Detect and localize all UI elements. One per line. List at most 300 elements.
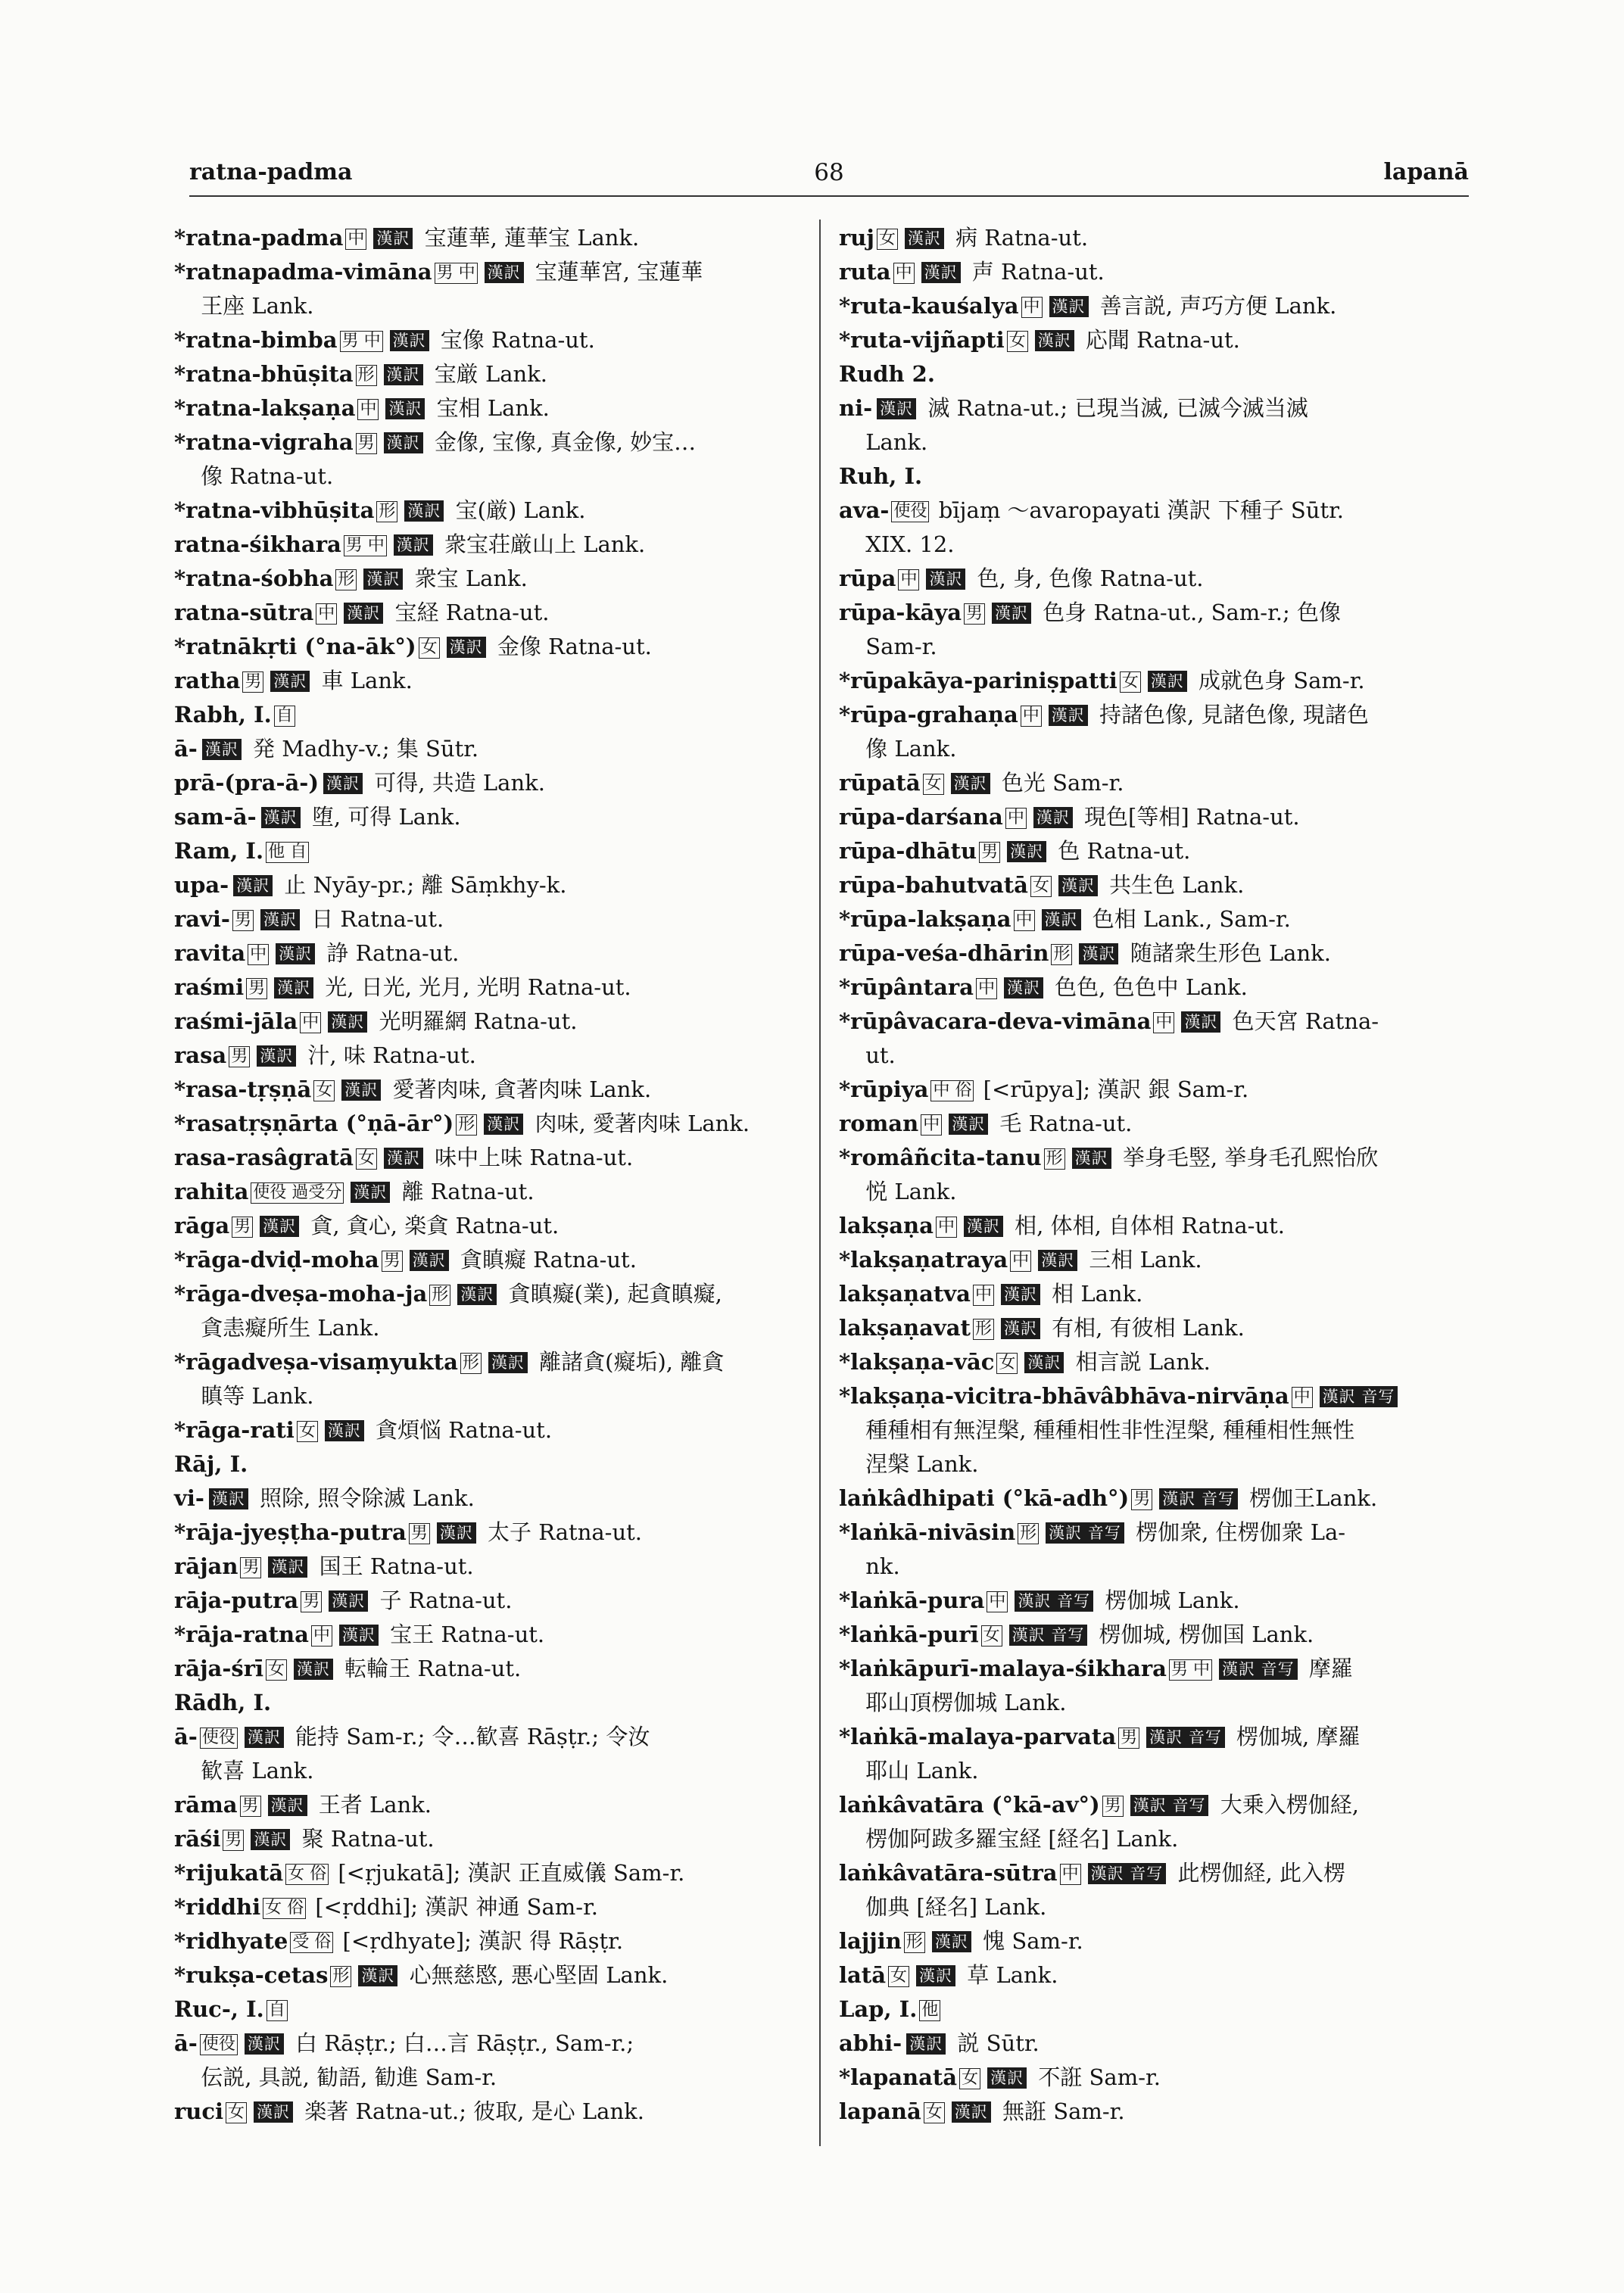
entry-definition: 現色[等相] Ratna-ut. bbox=[1077, 804, 1300, 830]
dictionary-entry bbox=[839, 1345, 1475, 1379]
dictionary-entry bbox=[839, 494, 1475, 528]
entry-headword: rāśi bbox=[174, 1826, 221, 1852]
translation-label: 漢訳 bbox=[410, 1250, 449, 1271]
entry-headword: ava- bbox=[839, 497, 890, 523]
translation-label: 漢訳 bbox=[1148, 671, 1187, 692]
entry-headword: *ratna-padma bbox=[174, 225, 344, 251]
dictionary-entry bbox=[839, 936, 1475, 970]
entry-headword: Rudh 2. bbox=[839, 361, 935, 387]
translation-label: 漢訳 bbox=[341, 1080, 381, 1101]
dictionary-entry bbox=[174, 1005, 803, 1039]
entry-definition: 王座 Lank. bbox=[194, 293, 314, 319]
grammar-label: 形 bbox=[335, 569, 357, 590]
entry-definition: 耶山頂楞伽城 Lank. bbox=[859, 1690, 1067, 1715]
entry-definition: XIX. 12. bbox=[859, 531, 955, 557]
dictionary-entry bbox=[174, 1754, 803, 1788]
translation-label: 漢訳 bbox=[447, 637, 486, 658]
entry-definition: 聚 Ratna-ut. bbox=[295, 1826, 435, 1852]
entry-definition: 心無慈愍, 悪心堅固 Lank. bbox=[402, 1962, 669, 1988]
dictionary-entry bbox=[839, 766, 1475, 800]
dictionary-entry bbox=[174, 698, 803, 732]
dictionary-entry bbox=[839, 1856, 1475, 1890]
grammar-label: 女 bbox=[1007, 331, 1028, 352]
entry-definition: 大乗入楞伽経, bbox=[1213, 1792, 1359, 1818]
dictionary-entry bbox=[174, 528, 803, 562]
entry-definition: 摩羅 bbox=[1301, 1656, 1353, 1681]
entry-definition: Sam-r. bbox=[859, 634, 937, 659]
dictionary-entry bbox=[839, 1618, 1475, 1652]
dictionary-entry bbox=[839, 1890, 1475, 1924]
translation-label: 漢訳 音写 bbox=[1320, 1386, 1398, 1407]
dictionary-entry bbox=[174, 630, 803, 664]
entry-definition: 色天宮 Ratna- bbox=[1225, 1008, 1379, 1034]
entry-headword: *lapanatā bbox=[839, 2064, 958, 2090]
entry-headword: lakṣaṇa bbox=[839, 1213, 934, 1238]
grammar-label: 中 bbox=[1060, 1864, 1081, 1885]
entry-headword: rāma bbox=[174, 1792, 238, 1818]
entry-definition: 日 Ratna-ut. bbox=[304, 906, 444, 932]
entry-headword: Ruh, I. bbox=[839, 463, 923, 489]
entry-definition: 毛 Ratna-ut. bbox=[993, 1111, 1133, 1136]
dictionary-entry bbox=[839, 698, 1475, 732]
grammar-label: 男 bbox=[246, 978, 267, 999]
entry-headword: *rūpa-grahaṇa bbox=[839, 702, 1018, 727]
column-divider bbox=[819, 220, 821, 2146]
dictionary-entry bbox=[839, 834, 1475, 868]
entry-headword: *rūpiya bbox=[839, 1076, 929, 1102]
entry-headword: ratna-śikhara bbox=[174, 531, 341, 557]
dictionary-entry bbox=[174, 1413, 803, 1447]
entry-headword: rājan bbox=[174, 1553, 238, 1579]
dictionary-entry bbox=[839, 1584, 1475, 1618]
entry-headword: ravi- bbox=[174, 906, 230, 932]
translation-label: 漢訳 bbox=[949, 1114, 988, 1135]
entry-definition: 無誑 Sam-r. bbox=[995, 2098, 1125, 2124]
entry-headword: rasa bbox=[174, 1042, 227, 1068]
dictionary-entry bbox=[839, 1311, 1475, 1345]
translation-label: 漢訳 bbox=[916, 1965, 955, 1986]
entry-headword: *rasa-tṛṣṇā bbox=[174, 1076, 312, 1102]
entry-definition: 随諸衆生形色 Lank. bbox=[1123, 940, 1331, 966]
entry-definition: 可得, 共造 Lank. bbox=[367, 770, 545, 796]
grammar-label: 男 bbox=[223, 1830, 244, 1851]
entry-headword: laṅkâvatāra (°kā-av°) bbox=[839, 1792, 1100, 1818]
translation-label: 漢訳 bbox=[339, 1625, 379, 1646]
entry-headword: *ridhyate bbox=[174, 1928, 288, 1954]
entry-definition: 貪, 貪心, 楽貪 Ratna-ut. bbox=[304, 1213, 560, 1238]
dictionary-entry bbox=[174, 255, 803, 289]
translation-label: 漢訳 bbox=[484, 1114, 523, 1135]
entry-definition: 楞伽阿跋多羅宝経 [経名] Lank. bbox=[859, 1826, 1179, 1852]
entry-headword: *rūpa-lakṣaṇa bbox=[839, 906, 1011, 932]
translation-label: 漢訳 bbox=[276, 943, 315, 964]
translation-label: 漢訳 bbox=[373, 228, 413, 249]
translation-label: 漢訳 bbox=[932, 1931, 971, 1952]
entry-headword: *rijukatā bbox=[174, 1860, 284, 1886]
entry-definition: 相言説 Lank. bbox=[1068, 1349, 1211, 1375]
entry-headword: lapanā bbox=[839, 2098, 921, 2124]
entry-headword: laṅkâvatāra-sūtra bbox=[839, 1860, 1058, 1886]
entry-headword: rūpatā bbox=[839, 770, 921, 796]
translation-label: 漢訳 bbox=[952, 2101, 991, 2123]
entry-headword: *rāga-dviḍ-moha bbox=[174, 1247, 379, 1273]
translation-label: 漢訳 bbox=[488, 1352, 528, 1373]
dictionary-entry bbox=[174, 664, 803, 698]
entry-definition: 光明羅網 Ratna-ut. bbox=[372, 1008, 578, 1034]
translation-label: 漢訳 bbox=[921, 262, 961, 283]
entry-headword: ā- bbox=[174, 2030, 198, 2056]
grammar-label: 男 中 bbox=[340, 331, 383, 352]
dictionary-entry bbox=[174, 494, 803, 528]
translation-label: 漢訳 bbox=[209, 1488, 248, 1509]
entry-definition: 楞伽城, 楞伽国 Lank. bbox=[1092, 1622, 1314, 1647]
dictionary-entry bbox=[174, 1039, 803, 1073]
grammar-label: 形 bbox=[1018, 1523, 1039, 1544]
translation-label: 漢訳 bbox=[325, 1420, 364, 1441]
entry-headword: *ratna-bimba bbox=[174, 327, 338, 353]
translation-label: 漢訳 bbox=[260, 1216, 299, 1237]
translation-label: 漢訳 bbox=[384, 432, 423, 453]
dictionary-entry bbox=[839, 289, 1475, 323]
entry-definition: 汁, 味 Ratna-ut. bbox=[301, 1042, 476, 1068]
grammar-label: 中 bbox=[1005, 808, 1027, 829]
dictionary-entry bbox=[174, 1992, 803, 2027]
translation-label: 漢訳 bbox=[251, 1829, 290, 1850]
entry-definition: 伽典 [経名] Lank. bbox=[859, 1894, 1047, 1920]
entry-headword: upa- bbox=[174, 872, 229, 898]
translation-label: 漢訳 bbox=[1001, 1284, 1040, 1305]
right-column bbox=[839, 221, 1475, 2129]
dictionary-entry bbox=[839, 1039, 1475, 1073]
grammar-label: 男 bbox=[240, 1557, 261, 1578]
dictionary-entry bbox=[174, 1209, 803, 1243]
grammar-label: 女 bbox=[266, 1659, 287, 1681]
entry-definition: 貪恚癡所生 Lank. bbox=[194, 1315, 380, 1341]
entry-headword: *lakṣaṇa-vāc bbox=[839, 1349, 995, 1375]
translation-label: 漢訳 音写 bbox=[1015, 1590, 1093, 1612]
translation-label: 漢訳 bbox=[992, 603, 1031, 624]
dictionary-entry bbox=[174, 1243, 803, 1277]
dictionary-entry bbox=[174, 936, 803, 970]
entry-definition: 堕, 可得 Lank. bbox=[304, 804, 461, 830]
dictionary-entry bbox=[839, 1754, 1475, 1788]
dictionary-entry bbox=[174, 1175, 803, 1209]
grammar-label: 中 bbox=[1010, 1251, 1031, 1272]
grammar-label: 男 中 bbox=[344, 535, 387, 556]
entry-definition: 善言説, 声巧方便 Lank. bbox=[1093, 293, 1337, 319]
entry-definition: 能持 Sam-r.; 令…歓喜 Rāṣṭr.; 令汝 bbox=[288, 1724, 650, 1749]
entry-definition: 離諸貪(癡垢), 離貪 bbox=[531, 1349, 725, 1375]
entry-definition: 伝説, 具説, 勧語, 勧進 Sam-r. bbox=[194, 2064, 497, 2090]
grammar-label: 他 自 bbox=[266, 842, 309, 863]
dictionary-entry bbox=[174, 323, 803, 357]
entry-headword: *laṅkā-nivāsin bbox=[839, 1519, 1016, 1545]
entry-definition: 諍 Ratna-ut. bbox=[320, 940, 460, 966]
grammar-label: 中 bbox=[1014, 910, 1035, 931]
grammar-label: 中 bbox=[921, 1114, 942, 1136]
dictionary-entry bbox=[174, 1890, 803, 1924]
grammar-label: 女 bbox=[996, 1353, 1018, 1374]
grammar-label: 女 bbox=[959, 2068, 980, 2089]
entry-headword: *ruta-vijñapti bbox=[839, 327, 1005, 353]
entry-definition: 三相 Lank. bbox=[1082, 1247, 1202, 1273]
entry-headword: *rūpakāya-pariniṣpatti bbox=[839, 668, 1117, 693]
entry-headword: rūpa-bahutvatā bbox=[839, 872, 1028, 898]
dictionary-entry bbox=[174, 766, 803, 800]
dictionary-entry bbox=[174, 1958, 803, 1992]
translation-label: 漢訳 bbox=[245, 1727, 284, 1748]
dictionary-entry bbox=[174, 1686, 803, 1720]
translation-label: 漢訳 音写 bbox=[1146, 1727, 1225, 1748]
entry-definition: 宝厳 Lank. bbox=[427, 361, 547, 387]
entry-definition: 声 Ratna-ut. bbox=[965, 259, 1105, 285]
entry-definition: 色身 Ratna-ut., Sam-r.; 色像 bbox=[1036, 600, 1341, 625]
grammar-label: 女 俗 bbox=[285, 1864, 329, 1885]
dictionary-entry bbox=[839, 2061, 1475, 2095]
entry-headword: rahita bbox=[174, 1179, 249, 1204]
grammar-label: 中 bbox=[936, 1217, 957, 1238]
entry-headword: *rāga-dveṣa-moha-ja bbox=[174, 1281, 428, 1307]
translation-label: 漢訳 bbox=[363, 569, 403, 590]
dictionary-entry bbox=[839, 2095, 1475, 2129]
dictionary-entry bbox=[174, 902, 803, 936]
dictionary-entry bbox=[839, 1209, 1475, 1243]
translation-label: 漢訳 bbox=[457, 1284, 497, 1305]
translation-label: 漢訳 bbox=[384, 364, 423, 385]
entry-definition: 光, 日光, 光月, 光明 Ratna-ut. bbox=[318, 974, 631, 1000]
entry-headword: ā- bbox=[174, 1724, 198, 1749]
dictionary-entry bbox=[839, 630, 1475, 664]
entry-definition: ut. bbox=[859, 1042, 896, 1068]
entry-definition: 此楞伽経, 此入楞 bbox=[1170, 1860, 1345, 1886]
entry-definition: 挙身毛竪, 挙身毛孔熙怡欣 bbox=[1115, 1145, 1379, 1170]
grammar-label: 男 bbox=[232, 1217, 253, 1238]
dictionary-entry bbox=[839, 460, 1475, 494]
grammar-label: 男 bbox=[242, 671, 263, 693]
dictionary-entry bbox=[174, 732, 803, 766]
header-rule bbox=[189, 195, 1469, 197]
grammar-label: 中 bbox=[357, 399, 379, 420]
entry-definition: 楞伽城, 摩羅 bbox=[1229, 1724, 1361, 1749]
entry-definition: bījaṃ ～avaropayati 漢訳 下種子 Sūtr. bbox=[931, 497, 1345, 523]
dictionary-entry bbox=[174, 1550, 803, 1584]
grammar-label: 女 bbox=[923, 774, 944, 795]
dictionary-entry bbox=[174, 834, 803, 868]
entry-headword: Rādh, I. bbox=[174, 1690, 272, 1715]
grammar-label: 自 bbox=[274, 706, 295, 727]
translation-label: 漢訳 bbox=[390, 330, 429, 351]
dictionary-entry bbox=[174, 2061, 803, 2095]
translation-label: 漢訳 bbox=[905, 228, 944, 249]
dictionary-entry bbox=[174, 1516, 803, 1550]
translation-label: 漢訳 bbox=[233, 875, 273, 896]
entry-headword: *ratna-vigraha bbox=[174, 429, 354, 455]
entry-headword: lakṣaṇavat bbox=[839, 1315, 971, 1341]
grammar-label: 男 bbox=[1102, 1796, 1124, 1817]
entry-definition: 宝蓮華, 蓮華宝 Lank. bbox=[417, 225, 640, 251]
entry-definition: 歓喜 Lank. bbox=[194, 1758, 314, 1784]
grammar-label: 形 bbox=[330, 1966, 351, 1987]
dictionary-entry bbox=[839, 323, 1475, 357]
translation-label: 漢訳 bbox=[294, 1659, 333, 1680]
grammar-label: 使役 bbox=[891, 501, 929, 522]
translation-label: 漢訳 bbox=[1004, 977, 1043, 999]
translation-label: 漢訳 bbox=[329, 1590, 368, 1612]
grammar-label: 女 bbox=[1120, 671, 1141, 693]
entry-headword: laṅkâdhipati (°kā-adh°) bbox=[839, 1485, 1130, 1511]
grammar-label: 男 bbox=[382, 1251, 403, 1272]
entry-headword: rūpa-dhātu bbox=[839, 838, 977, 864]
entry-definition: 味中上味 Ratna-ut. bbox=[427, 1145, 634, 1170]
dictionary-entry bbox=[174, 868, 803, 902]
entry-headword: *româñcita-tanu bbox=[839, 1145, 1042, 1170]
grammar-label: 中 bbox=[345, 229, 366, 250]
entry-headword: rāga bbox=[174, 1213, 230, 1238]
entry-headword: *ruta-kauśalya bbox=[839, 293, 1019, 319]
entry-definition: 衆宝 Lank. bbox=[407, 565, 528, 591]
entry-definition: 衆宝荘厳山上 Lank. bbox=[437, 531, 646, 557]
translation-label: 漢訳 bbox=[261, 807, 301, 828]
grammar-label: 女 bbox=[313, 1080, 335, 1101]
entry-definition: 色光 Sam-r. bbox=[994, 770, 1124, 796]
grammar-label: 中 bbox=[1021, 297, 1043, 318]
dictionary-entry bbox=[174, 562, 803, 596]
translation-label: 漢訳 bbox=[1072, 1148, 1111, 1169]
translation-label: 漢訳 bbox=[254, 2101, 293, 2123]
translation-label: 漢訳 bbox=[1007, 841, 1046, 862]
entry-headword: raśmi-jāla bbox=[174, 1008, 298, 1034]
entry-definition: 宝相 Lank. bbox=[429, 395, 550, 421]
entry-definition: 太子 Ratna-ut. bbox=[480, 1519, 643, 1545]
entry-headword: *lakṣaṇatraya bbox=[839, 1247, 1008, 1273]
entry-headword: *ratna-bhūṣita bbox=[174, 361, 354, 387]
dictionary-entry bbox=[174, 1277, 803, 1311]
grammar-label: 中 俗 bbox=[930, 1080, 974, 1101]
dictionary-entry bbox=[839, 1481, 1475, 1516]
translation-label: 漢訳 bbox=[394, 534, 433, 556]
grammar-label: 形 bbox=[460, 1353, 482, 1374]
entry-definition: 楞伽王Lank. bbox=[1242, 1485, 1378, 1511]
entry-definition: 共生色 Lank. bbox=[1102, 872, 1245, 898]
entry-headword: ruta bbox=[839, 259, 891, 285]
grammar-label: 男 bbox=[964, 603, 985, 625]
grammar-label: 中 bbox=[987, 1591, 1008, 1612]
grammar-label: 使役 過受分 bbox=[251, 1182, 344, 1204]
translation-label: 漢訳 bbox=[270, 671, 310, 692]
entry-headword: ruci bbox=[174, 2098, 224, 2124]
grammar-label: 女 bbox=[419, 637, 440, 659]
translation-label: 漢訳 bbox=[274, 977, 313, 999]
entry-definition: 愧 Sam-r. bbox=[975, 1928, 1083, 1954]
dictionary-entry bbox=[174, 2027, 803, 2061]
entry-headword: sam-ā- bbox=[174, 804, 257, 830]
dictionary-entry bbox=[174, 221, 803, 255]
dictionary-entry bbox=[174, 460, 803, 494]
entry-definition: 王者 Lank. bbox=[311, 1792, 432, 1818]
entry-definition: 応聞 Ratna-ut. bbox=[1078, 327, 1240, 353]
entry-definition: 宝経 Ratna-ut. bbox=[388, 600, 550, 625]
entry-headword: ruj bbox=[839, 225, 874, 251]
dictionary-entry bbox=[839, 1958, 1475, 1992]
grammar-label: 中 bbox=[316, 603, 337, 625]
translation-label: 漢訳 音写 bbox=[1046, 1522, 1124, 1544]
entry-definition: 病 Ratna-ut. bbox=[948, 225, 1089, 251]
translation-label: 漢訳 bbox=[1038, 1250, 1077, 1271]
grammar-label: 男 中 bbox=[435, 263, 478, 284]
dictionary-entry bbox=[174, 800, 803, 834]
entry-definition: 発 Madhy-v.; 集 Sūtr. bbox=[245, 736, 479, 762]
entry-definition: 滅 Ratna-ut.; 已現当滅, 已滅今滅当滅 bbox=[921, 395, 1308, 421]
entry-headword: *laṅkāpurī-malaya-śikhara bbox=[839, 1656, 1167, 1681]
translation-label: 漢訳 bbox=[951, 773, 990, 794]
grammar-label: 形 bbox=[1051, 944, 1072, 965]
entry-definition: 色色, 色色中 Lank. bbox=[1047, 974, 1248, 1000]
grammar-label: 中 bbox=[1292, 1387, 1313, 1408]
dictionary-entry bbox=[174, 1379, 803, 1413]
grammar-label: 形 bbox=[1044, 1148, 1065, 1170]
entry-headword: Rāj, I. bbox=[174, 1451, 248, 1477]
entry-definition: 瞋等 Lank. bbox=[194, 1383, 314, 1409]
grammar-label: 女 bbox=[226, 2102, 247, 2123]
grammar-label: 中 bbox=[1021, 706, 1042, 727]
dictionary-entry bbox=[839, 1277, 1475, 1311]
grammar-label: 中 bbox=[898, 569, 919, 590]
dictionary-entry bbox=[174, 1141, 803, 1175]
entry-definition: [<ṛjukatā]; 漢訳 正直威儀 Sam-r. bbox=[331, 1860, 685, 1886]
entry-definition: 相 Lank. bbox=[1044, 1281, 1143, 1307]
entry-headword: *ratnākṛti (°na-āk°) bbox=[174, 634, 416, 659]
entry-headword: *rāja-jyeṣṭha-putra bbox=[174, 1519, 407, 1545]
dictionary-entry bbox=[839, 902, 1475, 936]
entry-headword: *ratna-vibhūṣita bbox=[174, 497, 375, 523]
entry-headword: *laṅkā-malaya-parvata bbox=[839, 1724, 1117, 1749]
dictionary-entry bbox=[174, 1788, 803, 1822]
dictionary-entry bbox=[839, 2027, 1475, 2061]
entry-definition: 離 Ratna-ut. bbox=[394, 1179, 535, 1204]
entry-headword: ratna-sūtra bbox=[174, 600, 314, 625]
entry-headword: rūpa-kāya bbox=[839, 600, 962, 625]
entry-headword: Rabh, I. bbox=[174, 702, 272, 727]
translation-label: 漢訳 bbox=[328, 1011, 367, 1033]
dictionary-entry bbox=[174, 1447, 803, 1481]
grammar-label: 女 bbox=[924, 2102, 945, 2123]
dictionary-entry bbox=[174, 2095, 803, 2129]
dictionary-entry bbox=[839, 528, 1475, 562]
entry-definition: 種種相有無涅槃, 種種相性非性涅槃, 種種相性無性 bbox=[859, 1417, 1355, 1443]
entry-definition: 宝王 Ratna-ut. bbox=[382, 1622, 545, 1647]
dictionary-entry bbox=[839, 1175, 1475, 1209]
grammar-label: 男 bbox=[979, 842, 1000, 863]
entry-definition: 貪煩悩 Ratna-ut. bbox=[368, 1417, 553, 1443]
translation-label: 漢訳 音写 bbox=[1159, 1488, 1238, 1509]
entry-definition: 止 Nyāy-pr.; 離 Sāṃkhy-k. bbox=[277, 872, 567, 898]
entry-definition: 涅槃 Lank. bbox=[859, 1451, 979, 1477]
entry-definition: 楞伽衆, 住楞伽衆 La- bbox=[1128, 1519, 1346, 1545]
entry-headword: vi- bbox=[174, 1485, 204, 1511]
grammar-label: 男 bbox=[356, 433, 377, 454]
translation-label: 漢訳 音写 bbox=[1219, 1659, 1298, 1680]
entry-headword: ā- bbox=[174, 736, 198, 762]
translation-label: 漢訳 音写 bbox=[1088, 1863, 1167, 1884]
entry-definition: [<ṛdhyate]; 漢訳 得 Rāṣṭr. bbox=[335, 1928, 624, 1954]
dictionary-entry bbox=[839, 596, 1475, 630]
dictionary-entry bbox=[174, 1822, 803, 1856]
entry-definition: 色相 Lank., Sam-r. bbox=[1085, 906, 1291, 932]
entry-headword: prā-(pra-ā-) bbox=[174, 770, 320, 796]
entry-definition: 成就色身 Sam-r. bbox=[1191, 668, 1365, 693]
entry-headword: *rūpântara bbox=[839, 974, 974, 1000]
entry-definition: 説 Sūtr. bbox=[950, 2030, 1040, 2056]
